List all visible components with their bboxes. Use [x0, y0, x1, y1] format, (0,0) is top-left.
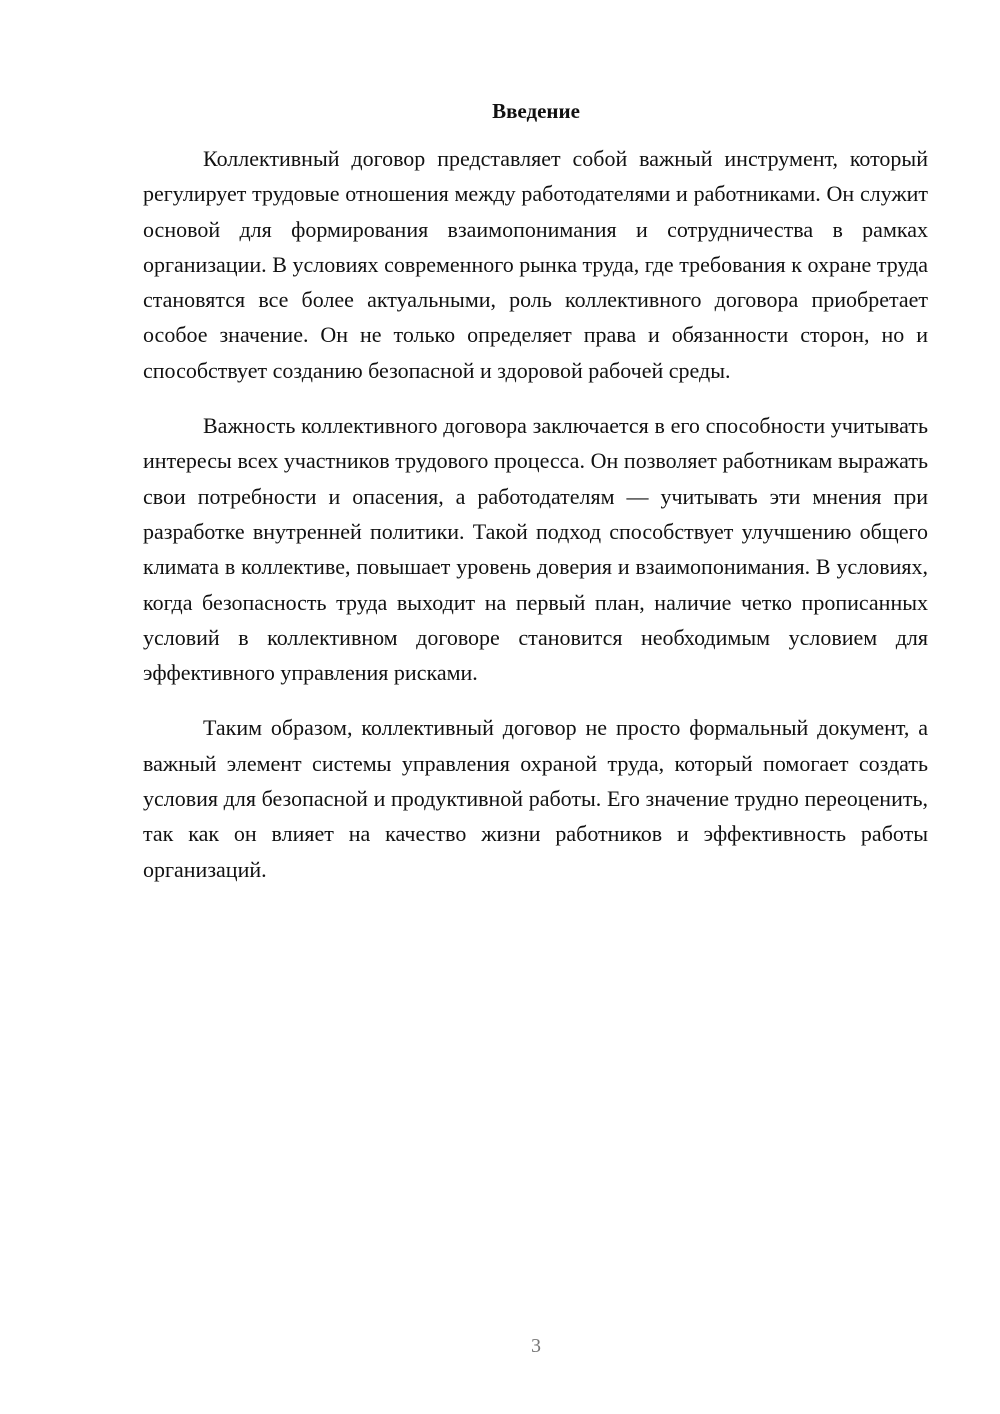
paragraph-3: Таким образом, коллективный договор не просто формальный документ, а важный элемент системы управления охраной труда, который помогает создать условия для безопасной и продуктивной работы. Его значение трудно переоценить, так как он влияет на качество жизни работников и эффективность работы организаций.	[143, 715, 928, 882]
paragraph-2: Важность коллективного договора заключается в его способности учитывать интересы всех участников трудового процесса. Он позволяет работникам выражать свои потребности и опасения, а работодателям — учитывать эти мнения при разработке внутренней политики. Такой подход способствует улучшению общего климата в коллективе, повышает уровень доверия и взаимопонимания. В условиях, когда безопасность труда выходит на первый план, наличие четко прописанных условий в коллективном договоре становится необходимым условием для эффективного управления рисками.	[143, 413, 928, 686]
section-heading: Введение	[492, 99, 580, 123]
body-text	[143, 141, 928, 907]
paragraph-1: Коллективный договор представляет собой важный инструмент, который регулирует трудовые отношения между работодателями и работниками. Он служит основой для формирования взаимопонимания и сотрудничества в рамках организации. В условиях современного рынка труда, где требования к охране труда становятся все более актуальными, роль коллективного договора приобретает особое значение. Он не только определяет права и обязанности сторон, но и способствует созданию безопасной и здоровой рабочей среды.	[143, 146, 928, 383]
page-number: 3	[531, 1335, 541, 1357]
